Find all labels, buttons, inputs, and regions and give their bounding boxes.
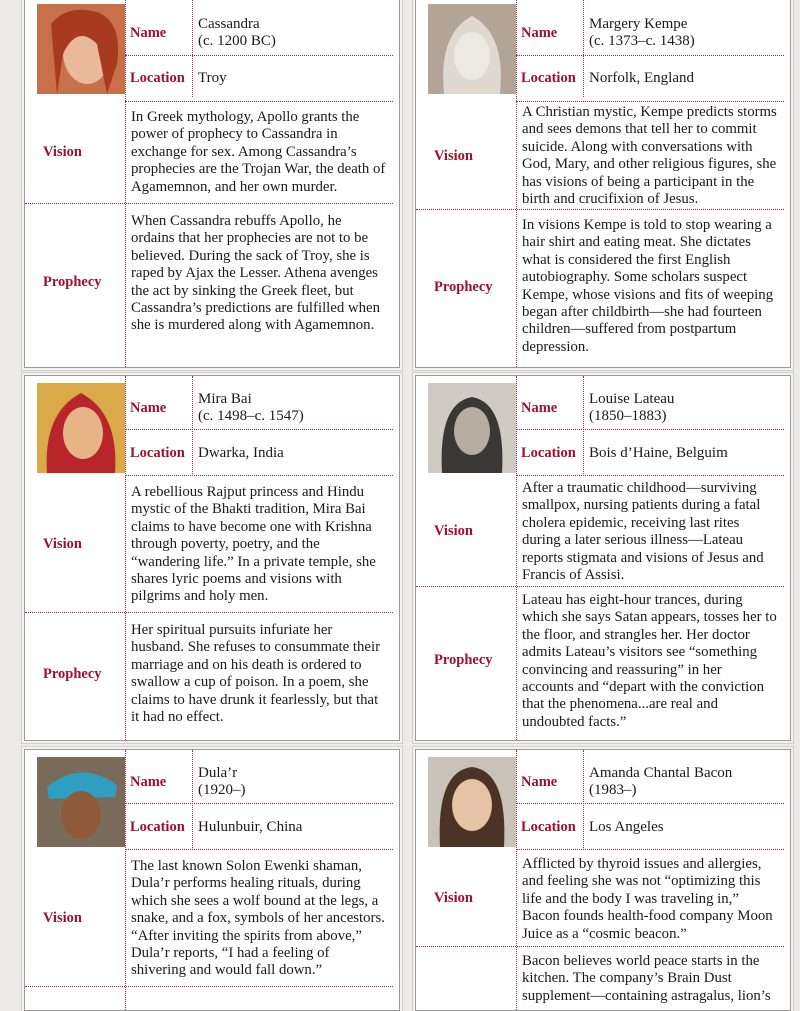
vision-text: After a traumatic childhood—surviving smallpox, nursing patients during a fatal cholera epidemic, receiving last rites during a later serious illness—Lateau reports stigmata and visions of Jesus and Francis of Assisi. xyxy=(522,480,764,584)
location-value: Norfolk, England xyxy=(589,70,694,86)
person-name: Mira Bai xyxy=(198,391,252,407)
vision-text: A Christian mystic, Kempe predicts storms and sees demons that tell her to commit suicide. Along with conversations with God, Mary, and other religious figures, she has visions of being a participant in the birth and crucifixion of Jesus. xyxy=(522,104,777,208)
name-label: Name xyxy=(130,25,167,41)
portrait-image xyxy=(37,757,125,847)
portrait-image xyxy=(428,757,516,847)
vision-label: Vision xyxy=(434,523,473,539)
portrait-image xyxy=(37,383,125,473)
person-dates: (c. 1200 BC) xyxy=(198,33,276,49)
prophecy-label: Prophecy xyxy=(43,666,102,682)
vision-text: A rebellious Rajput princess and Hindu mystic of the Bhakti tradition, Mira Bai claims to have become one with Krishna through poverty, poetry, and the “wandering life.” In a private temple, she shares lyric poems and visions with pilgrims and holy men. xyxy=(131,484,376,605)
name-label: Name xyxy=(521,400,558,416)
vision-label: Vision xyxy=(43,144,82,160)
prophecy-label: Prophecy xyxy=(43,274,102,290)
portrait-image xyxy=(428,383,516,473)
location-label: Location xyxy=(130,70,185,86)
person-dates: (1983–) xyxy=(589,782,637,798)
prophecy-text: In visions Kempe is told to stop wearing a hair shirt and eating meat. She dictates what is considered the first English autobiography. Some scholars suspect Kempe, whose visions and fits of weeping began after childbirth—she had fourteen children—suffered from postpartum depression. xyxy=(522,217,774,355)
vision-label: Vision xyxy=(43,536,82,552)
profile-card-amanda-chantal-bacon xyxy=(415,749,791,1011)
prophecy-text: Bacon believes world peace starts in the kitchen. The company’s Brain Dust supplement—containing astragalus, lion’s xyxy=(522,953,771,1004)
prophecy-text: Lateau has eight-hour trances, during which she says Satan appears, tosses her to the floor, and strangles her. Her doctor admits Lateau’s visitors see “something convincing and reassuring” in her accounts and “depart with the conviction that the phenomena...are real and undoubted facts.” xyxy=(522,592,777,730)
location-value: Dwarka, India xyxy=(198,445,284,461)
location-value: Hulunbuir, China xyxy=(198,819,303,835)
person-dates: (1920–) xyxy=(198,782,246,798)
prophecy-label: Prophecy xyxy=(434,279,493,295)
person-dates: (1850–1883) xyxy=(589,408,667,424)
location-label: Location xyxy=(521,819,576,835)
location-value: Bois d’Haine, Belguim xyxy=(589,445,728,461)
location-label: Location xyxy=(130,445,185,461)
vision-text: Afflicted by thyroid issues and allergies, and feeling she was not “optimizing this life and the body I was traveling in,” Bacon founds health-food company Moon Juice as a “cosmic beacon.” xyxy=(522,856,773,942)
location-label: Location xyxy=(130,819,185,835)
person-dates: (c. 1498–c. 1547) xyxy=(198,408,304,424)
portrait-image xyxy=(37,4,125,94)
prophecy-text: Her spiritual pursuits infuriate her husband. She refuses to consummate their marriage and on his death is ordered to swallow a cup of poison. In a poem, she claims to have drunk it fearlessly, but that it had no effect. xyxy=(131,622,381,726)
location-label: Location xyxy=(521,445,576,461)
profile-card-cassandra xyxy=(24,0,400,368)
person-dates: (c. 1373–c. 1438) xyxy=(589,33,695,49)
person-name: Louise Lateau xyxy=(589,391,675,407)
vision-text: In Greek mythology, Apollo grants the power of prophecy to Cassandra in exchange for sex. Among Cassandra’s prophecies are the Trojan War, the death of Agamemnon, and her own murder. xyxy=(131,109,386,195)
vision-text: The last known Solon Ewenki shaman, Dula’r performs healing rituals, during which she sees a wolf bound at the legs, a snake, and a fox, symbols of her ancestors. “After inviting the spirits from above,” Dula’r reports, “I had a feeling of shivering and would fall down.” xyxy=(131,858,385,979)
vision-label: Vision xyxy=(434,890,473,906)
profile-card-dular xyxy=(24,749,400,1011)
vision-label: Vision xyxy=(434,148,473,164)
person-name: Dula’r xyxy=(198,765,238,781)
profile-card-mira-bai xyxy=(24,375,400,741)
name-label: Name xyxy=(521,774,558,790)
name-label: Name xyxy=(130,400,167,416)
person-name: Cassandra xyxy=(198,16,260,32)
prophecy-label: Prophecy xyxy=(434,652,493,668)
person-name: Amanda Chantal Bacon xyxy=(589,765,733,781)
person-name: Margery Kempe xyxy=(589,16,688,32)
profile-card-louise-lateau xyxy=(415,375,791,741)
location-value: Los Angeles xyxy=(589,819,664,835)
portrait-image xyxy=(428,4,516,94)
location-label: Location xyxy=(521,70,576,86)
profile-card-margery-kempe xyxy=(415,0,791,368)
location-value: Troy xyxy=(198,70,227,86)
name-label: Name xyxy=(521,25,558,41)
prophecy-text: When Cassandra rebuffs Apollo, he ordains that her prophecies are not to be believed. During the sack of Troy, she is raped by Ajax the Lesser. Athena avenges the act by sinking the Greek fleet, but Cassandra’s predictions are fulfilled when she is murdered along with Agamemnon. xyxy=(131,213,381,334)
name-label: Name xyxy=(130,774,167,790)
vision-label: Vision xyxy=(43,910,82,926)
